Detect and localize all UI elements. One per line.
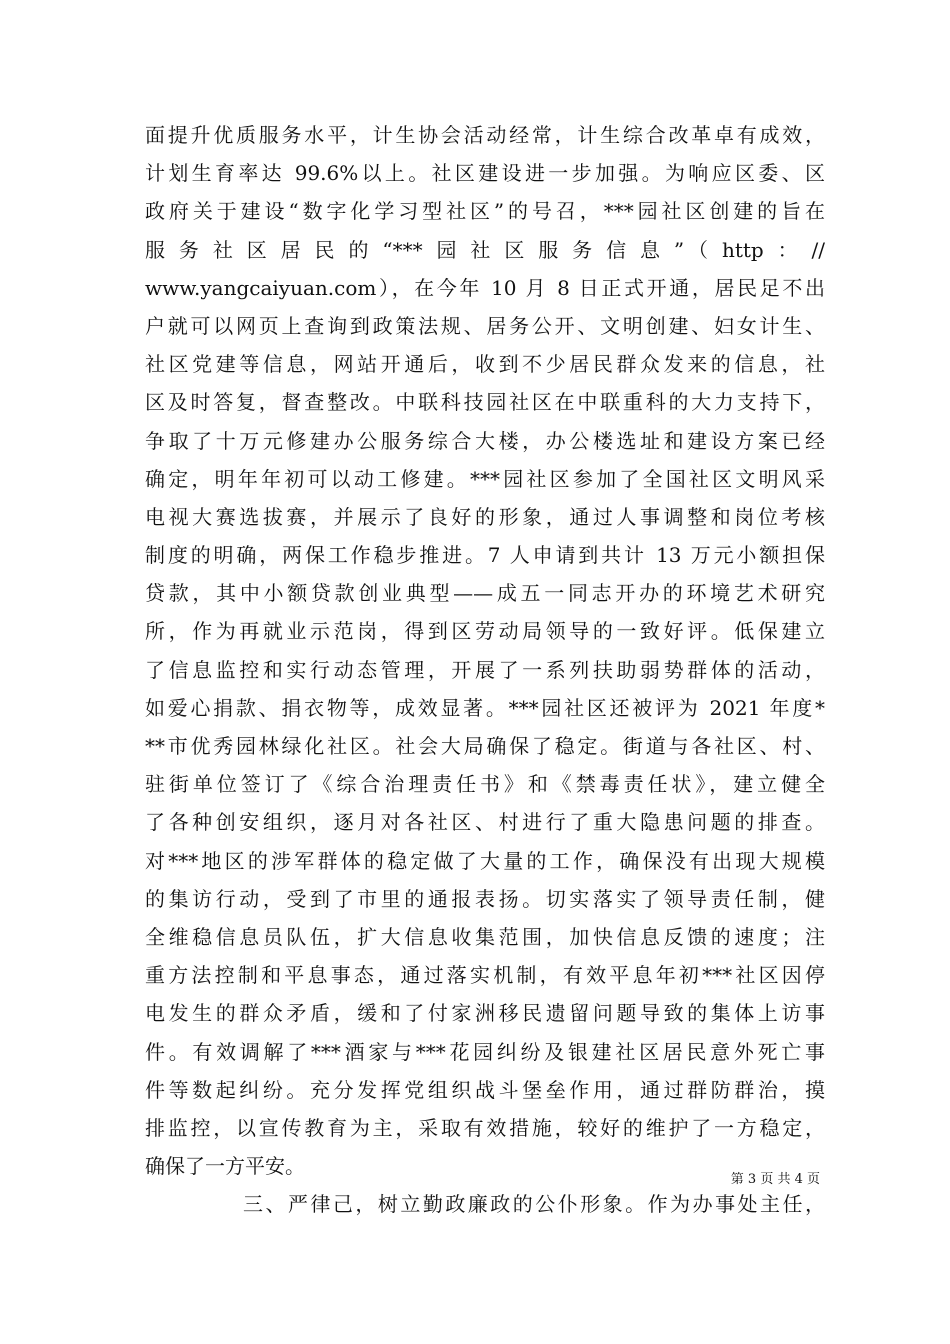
paragraph-end-line: 确保了一方平安。 <box>145 1154 305 1179</box>
body-text <box>145 116 825 1223</box>
text-line: 面提升优质服务水平，计生协会活动经常，计生综合改革卓有成效， <box>145 123 825 147</box>
text-line: 区及时答复，督查整改。中联科技园社区在中联重科的大力支持下， <box>145 390 825 415</box>
text-line: 如爱心捐款、捐衣物等，成效显著。***园社区还被评为 2021 年度* <box>145 695 825 720</box>
text-line: 排监控，以宣传教育为主，采取有效措施，较好的维护了一方稳定， <box>145 1115 825 1140</box>
text-line: 件等数起纠纷。充分发挥党组织战斗堡垒作用，通过群防群治，摸 <box>145 1077 825 1102</box>
text-line: 了信息监控和实行动态管理，开展了一系列扶助弱势群体的活动， <box>145 657 825 682</box>
text-line: 社区党建等信息，网站开通后，收到不少居民群众发来的信息，社 <box>145 352 825 377</box>
text-line: 确定，明年年初可以动工修建。***园社区参加了全国社区文明风采 <box>145 466 825 491</box>
text-line: 所，作为再就业示范岗，得到区劳动局领导的一致好评。低保建立 <box>145 619 825 644</box>
text-line: 全维稳信息员队伍，扩大信息收集范围，加快信息反馈的速度；注 <box>145 924 825 949</box>
text-line: 计划生育率达 99.6%以上。社区建设进一步加强。为响应区委、区 <box>145 161 825 186</box>
text-line: 了各种创安组织，逐月对各社区、村进行了重大隐患问题的排查。 <box>145 810 825 835</box>
text-line: 驻街单位签订了《综合治理责任书》和《禁毒责任状》，建立健全 <box>145 772 825 797</box>
text-line: www.yangcaiyuan.com），在今年 10 月 8 日正式开通，居民足不出 <box>145 275 825 300</box>
text-line: 电发生的群众矛盾，缓和了付家洲移民遗留问题导致的集体上访事 <box>145 1001 825 1026</box>
text-line: 件。有效调解了***酒家与***花园纠纷及银建社区居民意外死亡事 <box>145 1039 825 1064</box>
text-line: 重方法控制和平息事态，通过落实机制，有效平息年初***社区因停 <box>145 963 825 988</box>
page-number: 第 3 页 共 4 页 <box>730 1172 820 1187</box>
text-line: 制度的明确，两保工作稳步推进。7 人申请到共计 13 万元小额担保 <box>145 543 825 568</box>
text-line: 服务社区居民的“***园社区服务信息”（http：// <box>145 237 825 262</box>
text-line: 争取了十万元修建办公服务综合大楼，办公楼选址和建设方案已经 <box>145 428 825 453</box>
text-line: 对***地区的涉军群体的稳定做了大量的工作，确保没有出现大规模 <box>145 848 825 873</box>
text-line: **市优秀园林绿化社区。社会大局确保了稳定。街道与各社区、村、 <box>145 734 825 758</box>
text-line: 的集访行动，受到了市里的通报表扬。切实落实了领导责任制，健 <box>145 886 825 911</box>
text-line: 政府关于建设“数字化学习型社区”的号召，***园社区创建的旨在 <box>145 199 825 224</box>
text-line: 贷款，其中小额贷款创业典型——成五一同志开办的环境艺术研究 <box>145 581 825 606</box>
section-heading-line: 三、严律己，树立勤政廉政的公仆形象。作为办事处主任， <box>243 1192 825 1217</box>
text-line: 电视大赛选拔赛，并展示了良好的形象，通过人事调整和岗位考核 <box>145 504 825 529</box>
text-line: 户就可以网页上查询到政策法规、居务公开、文明创建、妇女计生、 <box>145 313 825 338</box>
